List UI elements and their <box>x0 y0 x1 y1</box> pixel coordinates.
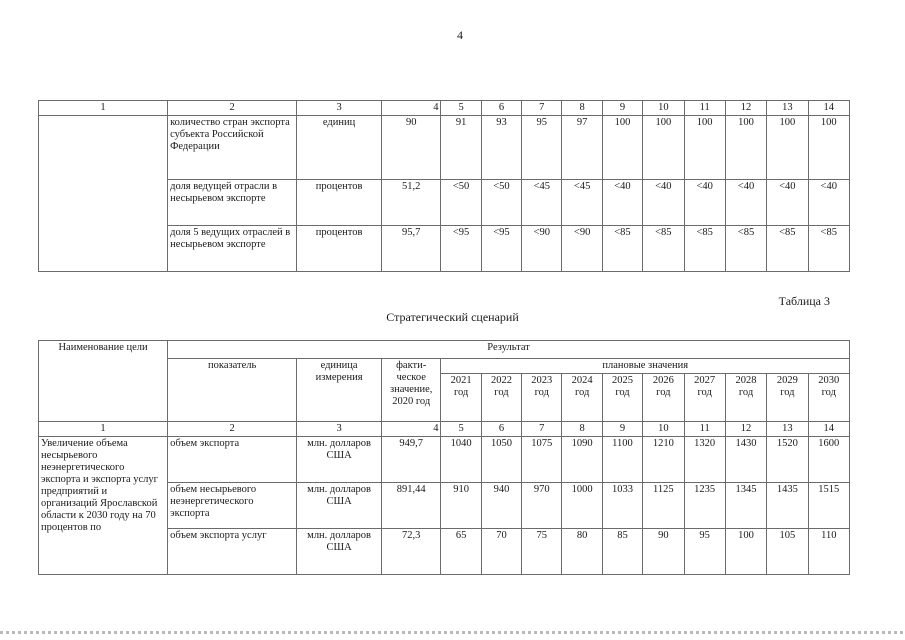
unit: млн. долларов США <box>297 437 382 483</box>
value-cell: 65 <box>441 529 481 575</box>
value-cell: 93 <box>481 116 521 180</box>
value-cell: 1125 <box>643 483 684 529</box>
column-number-row <box>39 422 850 437</box>
indicator-name: объем несырьевого неэнергетического экспорта <box>168 483 297 529</box>
column-number: 7 <box>522 422 562 437</box>
value-cell: 1050 <box>481 437 521 483</box>
value-cell: 1040 <box>441 437 481 483</box>
value-cell: 1430 <box>725 437 766 483</box>
column-number: 9 <box>602 101 642 116</box>
unit: единиц <box>297 116 382 180</box>
value-cell: 105 <box>767 529 808 575</box>
year-header: 2021 год <box>441 374 481 422</box>
unit: процентов <box>297 180 382 226</box>
value-cell: 910 <box>441 483 481 529</box>
column-number: 13 <box>767 422 808 437</box>
actual-value: 51,2 <box>381 180 441 226</box>
value-cell: 1235 <box>684 483 725 529</box>
column-number: 11 <box>684 101 725 116</box>
value-cell: 70 <box>481 529 521 575</box>
table-title: Стратегический сценарий <box>386 310 519 324</box>
value-cell: <50 <box>441 180 481 226</box>
column-number: 4 <box>381 101 441 116</box>
column-number: 3 <box>297 422 382 437</box>
column-number: 12 <box>725 422 766 437</box>
value-cell: 97 <box>562 116 602 180</box>
value-cell: <40 <box>725 180 766 226</box>
goal-header: Наименование цели <box>39 341 168 422</box>
column-number: 11 <box>684 422 725 437</box>
column-number: 3 <box>297 101 382 116</box>
value-cell: 100 <box>767 116 808 180</box>
value-cell: <50 <box>481 180 521 226</box>
value-cell: 75 <box>522 529 562 575</box>
column-number: 6 <box>481 422 521 437</box>
value-cell: 970 <box>522 483 562 529</box>
indicator-name: объем экспорта услуг <box>168 529 297 575</box>
value-cell: 1090 <box>562 437 602 483</box>
column-number: 1 <box>39 422 168 437</box>
value-cell: <40 <box>767 180 808 226</box>
column-number: 2 <box>168 101 297 116</box>
column-number: 14 <box>808 422 849 437</box>
value-cell: <85 <box>602 226 642 272</box>
value-cell: 1345 <box>725 483 766 529</box>
unit: млн. долларов США <box>297 483 382 529</box>
column-number: 12 <box>725 101 766 116</box>
column-number: 5 <box>441 101 481 116</box>
value-cell: 1515 <box>808 483 849 529</box>
indicator-name: доля ведущей отрасли в несырьевом экспорте <box>168 180 297 226</box>
value-cell: <90 <box>562 226 602 272</box>
column-number: 2 <box>168 422 297 437</box>
actual-value: 72,3 <box>381 529 441 575</box>
value-cell: 1435 <box>767 483 808 529</box>
goal-text: Увеличение объема несырьевого неэнергетического экспорта и экспорта услуг предприятий и организаций Ярославской области к 2030 году на 70 процентов по <box>39 437 168 575</box>
page-number: 4 <box>457 28 463 42</box>
column-number: 7 <box>522 101 562 116</box>
value-cell: 1100 <box>602 437 642 483</box>
indicator-name: объем экспорта <box>168 437 297 483</box>
value-cell: 1600 <box>808 437 849 483</box>
value-cell: <40 <box>602 180 642 226</box>
value-cell: 95 <box>684 529 725 575</box>
strategic-scenario-table <box>38 340 850 575</box>
value-cell: 100 <box>725 116 766 180</box>
value-cell: 100 <box>725 529 766 575</box>
value-cell: <95 <box>441 226 481 272</box>
value-cell: 90 <box>643 529 684 575</box>
column-number: 1 <box>39 101 168 116</box>
value-cell: <85 <box>725 226 766 272</box>
value-cell: 100 <box>684 116 725 180</box>
value-cell: 100 <box>808 116 849 180</box>
value-cell: 1320 <box>684 437 725 483</box>
unit: млн. долларов США <box>297 529 382 575</box>
year-header: 2022 год <box>481 374 521 422</box>
year-header: 2029 год <box>767 374 808 422</box>
column-number: 10 <box>643 422 684 437</box>
year-header: 2030 год <box>808 374 849 422</box>
value-cell: 80 <box>562 529 602 575</box>
header-row <box>39 101 850 116</box>
year-header: 2027 год <box>684 374 725 422</box>
column-number: 4 <box>381 422 441 437</box>
table-row <box>39 437 850 483</box>
value-cell: 95 <box>522 116 562 180</box>
indicator-header: показатель <box>168 359 297 422</box>
unit: процентов <box>297 226 382 272</box>
value-cell: <85 <box>767 226 808 272</box>
unit-header: единица измерения <box>297 359 382 422</box>
value-cell: <45 <box>522 180 562 226</box>
value-cell: 1520 <box>767 437 808 483</box>
value-cell: <40 <box>684 180 725 226</box>
header-row <box>39 341 850 359</box>
indicator-name: доля 5 ведущих отраслей в несырьевом экспорте <box>168 226 297 272</box>
value-cell: 1033 <box>602 483 642 529</box>
result-header: Результат <box>168 341 850 359</box>
value-cell: 1075 <box>522 437 562 483</box>
column-number: 8 <box>562 422 602 437</box>
table-row <box>39 116 850 180</box>
actual-value-header: факти-ческое значение, 2020 год <box>381 359 441 422</box>
value-cell: <45 <box>562 180 602 226</box>
year-header: 2023 год <box>522 374 562 422</box>
value-cell: <85 <box>643 226 684 272</box>
goal-cell-empty <box>39 116 168 272</box>
value-cell: <85 <box>808 226 849 272</box>
column-number: 5 <box>441 422 481 437</box>
planned-values-header: плановые значения <box>441 359 850 374</box>
actual-value: 95,7 <box>381 226 441 272</box>
value-cell: <40 <box>643 180 684 226</box>
export-indicators-table-continued <box>38 100 850 272</box>
scan-edge-divider <box>0 631 905 634</box>
column-number: 9 <box>602 422 642 437</box>
value-cell: 100 <box>602 116 642 180</box>
year-header: 2025 год <box>602 374 642 422</box>
actual-value: 90 <box>381 116 441 180</box>
value-cell: 85 <box>602 529 642 575</box>
value-cell: 110 <box>808 529 849 575</box>
column-number: 10 <box>643 101 684 116</box>
actual-value: 949,7 <box>381 437 441 483</box>
actual-value: 891,44 <box>381 483 441 529</box>
value-cell: <40 <box>808 180 849 226</box>
value-cell: 1210 <box>643 437 684 483</box>
value-cell: 91 <box>441 116 481 180</box>
column-number: 6 <box>481 101 521 116</box>
value-cell: <90 <box>522 226 562 272</box>
table-label: Таблица 3 <box>778 294 830 308</box>
value-cell: 100 <box>643 116 684 180</box>
value-cell: 940 <box>481 483 521 529</box>
value-cell: <95 <box>481 226 521 272</box>
year-header: 2026 год <box>643 374 684 422</box>
column-number: 14 <box>808 101 849 116</box>
column-number: 8 <box>562 101 602 116</box>
year-header: 2028 год <box>725 374 766 422</box>
year-header: 2024 год <box>562 374 602 422</box>
value-cell: <85 <box>684 226 725 272</box>
value-cell: 1000 <box>562 483 602 529</box>
column-number: 13 <box>767 101 808 116</box>
indicator-name: количество стран экспорта субъекта Российской Федерации <box>168 116 297 180</box>
